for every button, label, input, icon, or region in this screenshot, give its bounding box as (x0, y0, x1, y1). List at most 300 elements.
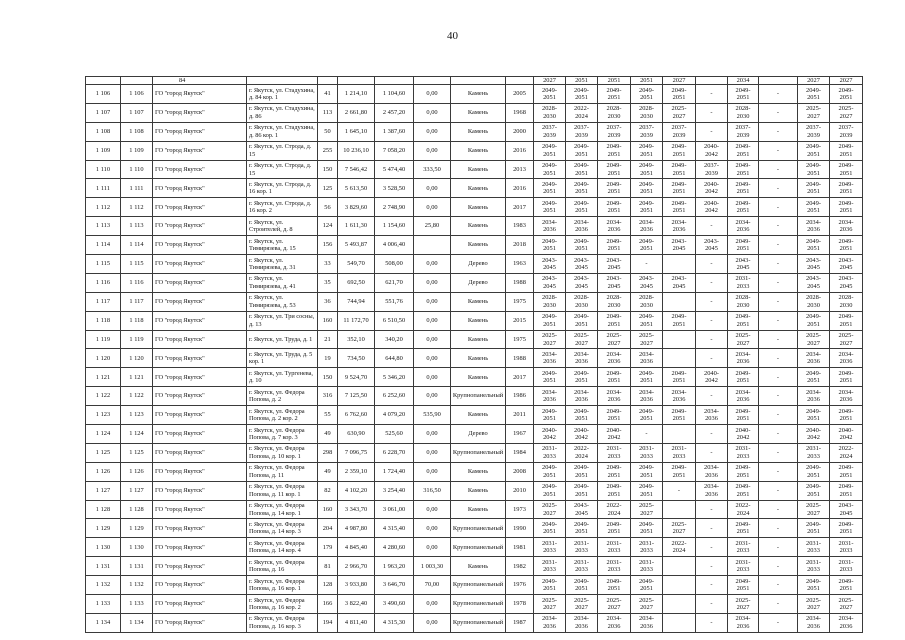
cell-period-4 (631, 406, 663, 425)
cell-row-index-text: 1 122 (95, 392, 111, 400)
cell-period-7-text: 2037-2039 (735, 124, 751, 139)
cell-object-id (121, 255, 153, 274)
cell-period-7-text: 2049-2051 (735, 199, 751, 215)
cell-period-3-text: 2049-2051 (606, 407, 622, 423)
cell-period-7 (728, 500, 759, 519)
cell-area-3 (414, 236, 451, 255)
cell-count (318, 179, 338, 198)
cell-period-1-text: 2034-2036 (542, 351, 557, 366)
cell-period-1 (534, 141, 566, 160)
cell-area-1 (338, 613, 375, 632)
cell-area-2 (375, 349, 414, 368)
cell-area-1 (338, 425, 375, 444)
cell-period-1-text: 2034-2036 (542, 218, 557, 234)
cell-object-id-text: 1 131 (129, 562, 144, 570)
cell-object-id (121, 160, 153, 179)
cell-area-1 (338, 538, 375, 557)
cell-municipality (153, 160, 247, 179)
cell-area-2-text: 644,80 (385, 354, 403, 362)
cell-period-6 (696, 141, 728, 160)
cell-period-8-text: - (776, 543, 780, 551)
cell-area-1-text: 2 359,10 (344, 468, 368, 476)
cell-period-9 (798, 141, 830, 160)
cell-period-6-text: - (710, 109, 713, 117)
cell-municipality-text: ГО "город Якутск" (155, 184, 205, 192)
cell-object-id-text: 1 106 (129, 90, 144, 98)
cell-row-index (86, 481, 121, 500)
cell-municipality-text: ГО "город Якутск" (155, 279, 205, 287)
cell-period-9-text: 2049-2051 (806, 143, 821, 158)
cell-period-10 (830, 122, 863, 141)
cell-period-10-text: 2040-2042 (838, 426, 854, 441)
cell-period-8 (759, 538, 798, 557)
cell-address (247, 538, 318, 557)
cell-area-3 (414, 462, 451, 481)
cell-period-10-text: 2049-2051 (838, 199, 854, 215)
cell-period-4-text: 2031-2033 (639, 445, 654, 460)
cell-year (506, 576, 534, 595)
cell-wall-material-text: Крупнопанельный (452, 619, 504, 627)
cell-period-10 (830, 538, 863, 557)
cell-period-6 (696, 406, 728, 425)
cell-period-1-text: 2049-2051 (542, 199, 557, 215)
cell-period-4-text: 2028-2030 (639, 294, 654, 309)
cell-municipality-text: ГО "город Якутск" (155, 505, 205, 513)
cell-period-1 (534, 273, 566, 292)
cell-area-2 (375, 519, 414, 538)
cell-area-2 (375, 368, 414, 387)
cell-period-7 (728, 595, 759, 614)
cell-period-8-text: - (776, 146, 780, 154)
cell-period-1-text: 2049-2051 (542, 577, 557, 593)
cell-year-text: 2011 (513, 411, 526, 419)
cell-object-id (121, 462, 153, 481)
cell-municipality (153, 179, 247, 198)
cell-period-10-text: 2049-2051 (838, 407, 854, 423)
cell-period-5-text: 2034-2036 (671, 218, 687, 234)
cell-period-5 (663, 443, 696, 462)
cell-period-1 (534, 576, 566, 595)
table-row (86, 236, 863, 255)
cell-area-3-text: 0,00 (426, 543, 438, 551)
cell-period-8 (759, 77, 798, 85)
cell-count-text: 21 (324, 335, 331, 343)
cell-address (247, 198, 318, 217)
cell-count-text: 41 (324, 90, 331, 98)
cell-period-4-text: 2025-2027 (639, 596, 654, 611)
cell-year (506, 103, 534, 122)
cell-wall-material-text: Дерево (468, 430, 488, 438)
cell-period-1 (534, 103, 566, 122)
cell-period-6-text: - (710, 392, 713, 400)
cell-period-1 (534, 595, 566, 614)
cell-period-5 (663, 160, 696, 179)
cell-area-1 (338, 443, 375, 462)
cell-period-5 (663, 576, 696, 595)
cell-period-6 (696, 330, 728, 349)
cell-period-1-text: 2049-2051 (542, 369, 557, 385)
cell-period-7-text: 2049-2051 (735, 180, 751, 196)
cell-period-6-text: 2043-2045 (704, 237, 719, 253)
table-row (86, 481, 863, 500)
cell-period-7-text: 2049-2051 (735, 483, 751, 498)
cell-municipality-text: 84 (179, 77, 186, 84)
cell-period-8 (759, 613, 798, 632)
cell-municipality (153, 387, 247, 406)
cell-object-id-text: 1 128 (129, 505, 144, 513)
cell-row-index-text: 1 128 (95, 505, 111, 513)
cell-area-3 (414, 330, 451, 349)
cell-year (506, 85, 534, 104)
cell-period-5-text: 2025-2027 (671, 521, 687, 536)
cell-period-10-text: 2049-2051 (838, 483, 854, 498)
table-row (86, 273, 863, 292)
cell-period-4 (631, 481, 663, 500)
cell-address-text: г. Якутск, ул. Федора Попова, д. 14 кор. 4 (249, 539, 305, 555)
cell-wall-material-text: Крупнопанельный (452, 449, 504, 457)
cell-period-3 (598, 519, 631, 538)
cell-period-6 (696, 198, 728, 217)
cell-period-2 (566, 292, 598, 311)
cell-period-10-text: 2025-2027 (838, 105, 854, 120)
cell-period-10 (830, 255, 863, 274)
table-row (86, 538, 863, 557)
cell-wall-material-text: Камень (467, 486, 489, 494)
cell-period-9-text: 2049-2051 (806, 521, 821, 536)
cell-address (247, 77, 318, 85)
cell-municipality (153, 198, 247, 217)
cell-object-id-text: 1 111 (129, 184, 144, 192)
cell-object-id (121, 330, 153, 349)
cell-wall-material (451, 217, 506, 236)
cell-period-5-text: 2043-2045 (671, 237, 687, 253)
cell-area-2-text: 621,70 (385, 279, 403, 287)
cell-municipality (153, 538, 247, 557)
cell-period-7 (728, 122, 759, 141)
cell-object-id (121, 77, 153, 85)
cell-area-3 (414, 103, 451, 122)
cell-object-id (121, 481, 153, 500)
cell-period-5-text: 2049-2051 (671, 464, 687, 479)
cell-object-id (121, 103, 153, 122)
cell-period-10 (830, 576, 863, 595)
cell-area-2-text: 551,76 (385, 298, 403, 306)
cell-period-9 (798, 576, 830, 595)
cell-area-2 (375, 141, 414, 160)
cell-row-index (86, 292, 121, 311)
cell-period-9-text: 2049-2051 (806, 162, 821, 177)
cell-wall-material (451, 500, 506, 519)
cell-period-2-text: 2049-2051 (574, 162, 589, 177)
cell-period-10-text: 2049-2051 (838, 577, 854, 593)
cell-period-1-text: 2027 (543, 77, 556, 84)
cell-period-1-text: 2034-2036 (542, 615, 557, 630)
cell-period-8-text: - (776, 562, 780, 570)
cell-wall-material-text: Камень (467, 241, 489, 249)
cell-row-index (86, 613, 121, 632)
cell-year (506, 292, 534, 311)
cell-period-10-text: 2049-2051 (838, 521, 854, 536)
cell-period-5-text: 2049-2051 (671, 199, 687, 215)
cell-period-8-text: - (776, 619, 780, 627)
cell-area-1-text: 549,70 (347, 260, 365, 268)
cell-period-10 (830, 519, 863, 538)
cell-period-6 (696, 179, 728, 198)
cell-period-6-text: - (710, 600, 713, 608)
cell-address-text: г. Якутск, ул. Стадухина, д. 86 кор. 1 (249, 124, 315, 139)
cell-period-3-text: 2043-2045 (606, 256, 622, 271)
cell-period-3 (598, 368, 631, 387)
cell-area-2-text: 4 280,60 (382, 543, 406, 551)
cell-period-9-text: 2025-2027 (806, 332, 821, 347)
cell-row-index (86, 198, 121, 217)
cell-period-8 (759, 557, 798, 576)
cell-period-2-text: 2022-2024 (574, 445, 589, 460)
cell-year-text: 1988 (513, 279, 526, 287)
cell-period-6-text: 2034-2036 (704, 407, 719, 423)
cell-area-2 (375, 425, 414, 444)
cell-object-id-text: 1 121 (129, 373, 144, 381)
cell-count (318, 77, 338, 85)
cell-area-1 (338, 519, 375, 538)
cell-period-3 (598, 160, 631, 179)
cell-period-3-text: 2034-2036 (606, 351, 622, 366)
cell-area-1 (338, 217, 375, 236)
cell-year (506, 255, 534, 274)
cell-object-id-text: 1 129 (129, 524, 144, 532)
cell-wall-material (451, 425, 506, 444)
cell-area-1 (338, 103, 375, 122)
cell-address (247, 236, 318, 255)
cell-address (247, 406, 318, 425)
cell-period-5-text: 2049-2051 (671, 162, 687, 177)
cell-year-text: 1988 (513, 354, 526, 362)
cell-object-id (121, 613, 153, 632)
cell-period-7-text: 2049-2051 (735, 86, 751, 101)
cell-area-2 (375, 311, 414, 330)
cell-year (506, 141, 534, 160)
cell-period-9 (798, 160, 830, 179)
cell-row-index (86, 595, 121, 614)
cell-area-1 (338, 330, 375, 349)
cell-period-3-text: 2025-2027 (606, 596, 622, 611)
cell-year (506, 330, 534, 349)
cell-count-text: 113 (322, 109, 333, 117)
cell-wall-material (451, 576, 506, 595)
cell-period-1-text: 2049-2051 (542, 483, 557, 498)
cell-municipality (153, 141, 247, 160)
cell-row-index-text: 1 106 (95, 90, 111, 98)
cell-area-3 (414, 481, 451, 500)
cell-area-1-text: 3 829,60 (344, 203, 368, 211)
cell-count-text: 298 (322, 449, 333, 457)
cell-period-1 (534, 481, 566, 500)
cell-period-4-text: 2049-2051 (639, 143, 654, 158)
cell-year-text: 2016 (513, 146, 526, 154)
cell-period-7-text: 2028-2030 (735, 105, 751, 120)
cell-period-8 (759, 330, 798, 349)
cell-area-2-text: 4 079,20 (382, 411, 406, 419)
cell-period-3-text: 2028-2030 (606, 105, 622, 120)
cell-area-3 (414, 613, 451, 632)
cell-row-index-text: 1 111 (96, 184, 110, 192)
cell-period-5 (663, 141, 696, 160)
cell-row-index (86, 85, 121, 104)
cell-period-4-text: 2049-2051 (639, 521, 654, 536)
cell-municipality (153, 122, 247, 141)
cell-year (506, 387, 534, 406)
cell-year-text: 1990 (513, 524, 526, 532)
cell-period-6-text: - (710, 562, 713, 570)
cell-municipality (153, 273, 247, 292)
cell-address (247, 122, 318, 141)
cell-period-4 (631, 595, 663, 614)
cell-wall-material (451, 255, 506, 274)
cell-period-3 (598, 122, 631, 141)
cell-period-1-text: 2028-2030 (542, 294, 557, 309)
cell-area-2-text: 6 252,60 (382, 392, 406, 400)
cell-period-8-text: - (776, 430, 780, 438)
cell-area-3-text: 0,00 (426, 619, 438, 627)
cell-period-6 (696, 77, 728, 85)
cell-period-4-text: - (645, 260, 648, 268)
cell-area-3-text: 0,00 (426, 505, 438, 513)
cell-row-index (86, 557, 121, 576)
cell-municipality (153, 85, 247, 104)
cell-period-3 (598, 141, 631, 160)
cell-period-10-text: 2034-2036 (838, 351, 854, 366)
cell-period-7-text: 2025-2027 (735, 596, 751, 611)
cell-wall-material (451, 613, 506, 632)
cell-area-3-text: 0,00 (426, 600, 438, 608)
cell-address (247, 103, 318, 122)
cell-row-index (86, 330, 121, 349)
cell-area-1-text: 7 096,75 (344, 449, 368, 457)
cell-period-4 (631, 179, 663, 198)
cell-period-8 (759, 481, 798, 500)
cell-row-index (86, 217, 121, 236)
cell-period-7 (728, 77, 759, 85)
cell-row-index-text: 1 123 (95, 411, 111, 419)
cell-period-4-text: 2049-2051 (639, 407, 654, 423)
cell-period-6 (696, 160, 728, 179)
cell-year-text: 1978 (513, 600, 526, 608)
cell-period-9 (798, 443, 830, 462)
cell-count (318, 141, 338, 160)
cell-count (318, 462, 338, 481)
cell-object-id (121, 273, 153, 292)
cell-wall-material-text: Камень (467, 146, 489, 154)
cell-address-text: г. Якутск, ул. Строителей, д. 8 (249, 218, 293, 234)
cell-period-9-text: 2031-2033 (806, 539, 821, 555)
cell-wall-material (451, 387, 506, 406)
cell-year-text: 1986 (513, 392, 526, 400)
cell-area-1-text: 352,10 (347, 335, 365, 343)
cell-period-1-text: 2049-2051 (542, 143, 557, 158)
cell-row-index-text: 1 109 (95, 146, 111, 154)
cell-period-8 (759, 122, 798, 141)
cell-municipality (153, 443, 247, 462)
table-row (86, 141, 863, 160)
cell-count-text: 156 (322, 241, 333, 249)
cell-period-6 (696, 255, 728, 274)
cell-period-3-text: 2049-2051 (606, 86, 622, 101)
cell-wall-material (451, 538, 506, 557)
cell-period-1-text: 2049-2051 (542, 180, 557, 196)
cell-area-3-text: 0,00 (426, 146, 438, 154)
cell-area-3-text: 25,80 (424, 222, 440, 230)
cell-period-9 (798, 349, 830, 368)
cell-period-9 (798, 85, 830, 104)
cell-period-1-text: 2034-2036 (542, 388, 557, 404)
cell-row-index-text: 1 129 (95, 524, 111, 532)
cell-period-9 (798, 311, 830, 330)
cell-period-8-text: - (776, 109, 780, 117)
cell-period-10-text: 2049-2051 (838, 86, 854, 101)
cell-address-text: г. Якутск, ул. Труда, д. 5 кор. 1 (249, 351, 313, 366)
cell-area-2-text: 340,20 (385, 335, 403, 343)
cell-area-3 (414, 349, 451, 368)
cell-area-3-text: 0,00 (426, 184, 438, 192)
cell-period-4-text: 2049-2051 (639, 86, 654, 101)
cell-address (247, 387, 318, 406)
cell-period-7 (728, 443, 759, 462)
cell-period-8-text: - (776, 279, 780, 287)
cell-wall-material-text: Камень (467, 222, 489, 230)
cell-period-8 (759, 595, 798, 614)
cell-object-id (121, 292, 153, 311)
cell-period-6 (696, 557, 728, 576)
cell-period-2 (566, 406, 598, 425)
cell-area-1-text: 3 822,40 (344, 600, 368, 608)
cell-area-2-text: 7 058,20 (382, 146, 406, 154)
cell-period-8 (759, 406, 798, 425)
table-row (86, 368, 863, 387)
cell-area-3 (414, 425, 451, 444)
cell-period-1-text: 2025-2027 (542, 502, 557, 517)
cell-wall-material (451, 160, 506, 179)
cell-area-3 (414, 198, 451, 217)
cell-period-2-text: 2043-2045 (574, 275, 589, 290)
cell-period-6 (696, 349, 728, 368)
cell-period-8-text: - (776, 354, 780, 362)
cell-wall-material (451, 519, 506, 538)
cell-object-id (121, 519, 153, 538)
cell-period-1 (534, 538, 566, 557)
cell-count-text: 160 (322, 505, 333, 513)
cell-area-3-text: 0,00 (426, 128, 438, 136)
cell-period-8-text: - (776, 373, 780, 381)
cell-period-5 (663, 198, 696, 217)
cell-period-1 (534, 198, 566, 217)
cell-object-id (121, 311, 153, 330)
cell-count-text: 128 (322, 581, 333, 589)
cell-period-4-text: 2028-2030 (639, 105, 654, 120)
cell-row-index-text: 1 125 (95, 449, 111, 457)
cell-count (318, 538, 338, 557)
cell-row-index (86, 406, 121, 425)
cell-period-8 (759, 368, 798, 387)
cell-count (318, 406, 338, 425)
cell-area-2 (375, 500, 414, 519)
cell-address-text: г. Якутск, ул. Федора Попова, д. 16 кор. 1 (249, 577, 305, 593)
cell-period-4 (631, 311, 663, 330)
cell-row-index-text: 1 124 (95, 430, 111, 438)
cell-address (247, 311, 318, 330)
cell-period-9 (798, 198, 830, 217)
cell-area-3-text: 0,00 (426, 373, 438, 381)
cell-period-8 (759, 85, 798, 104)
